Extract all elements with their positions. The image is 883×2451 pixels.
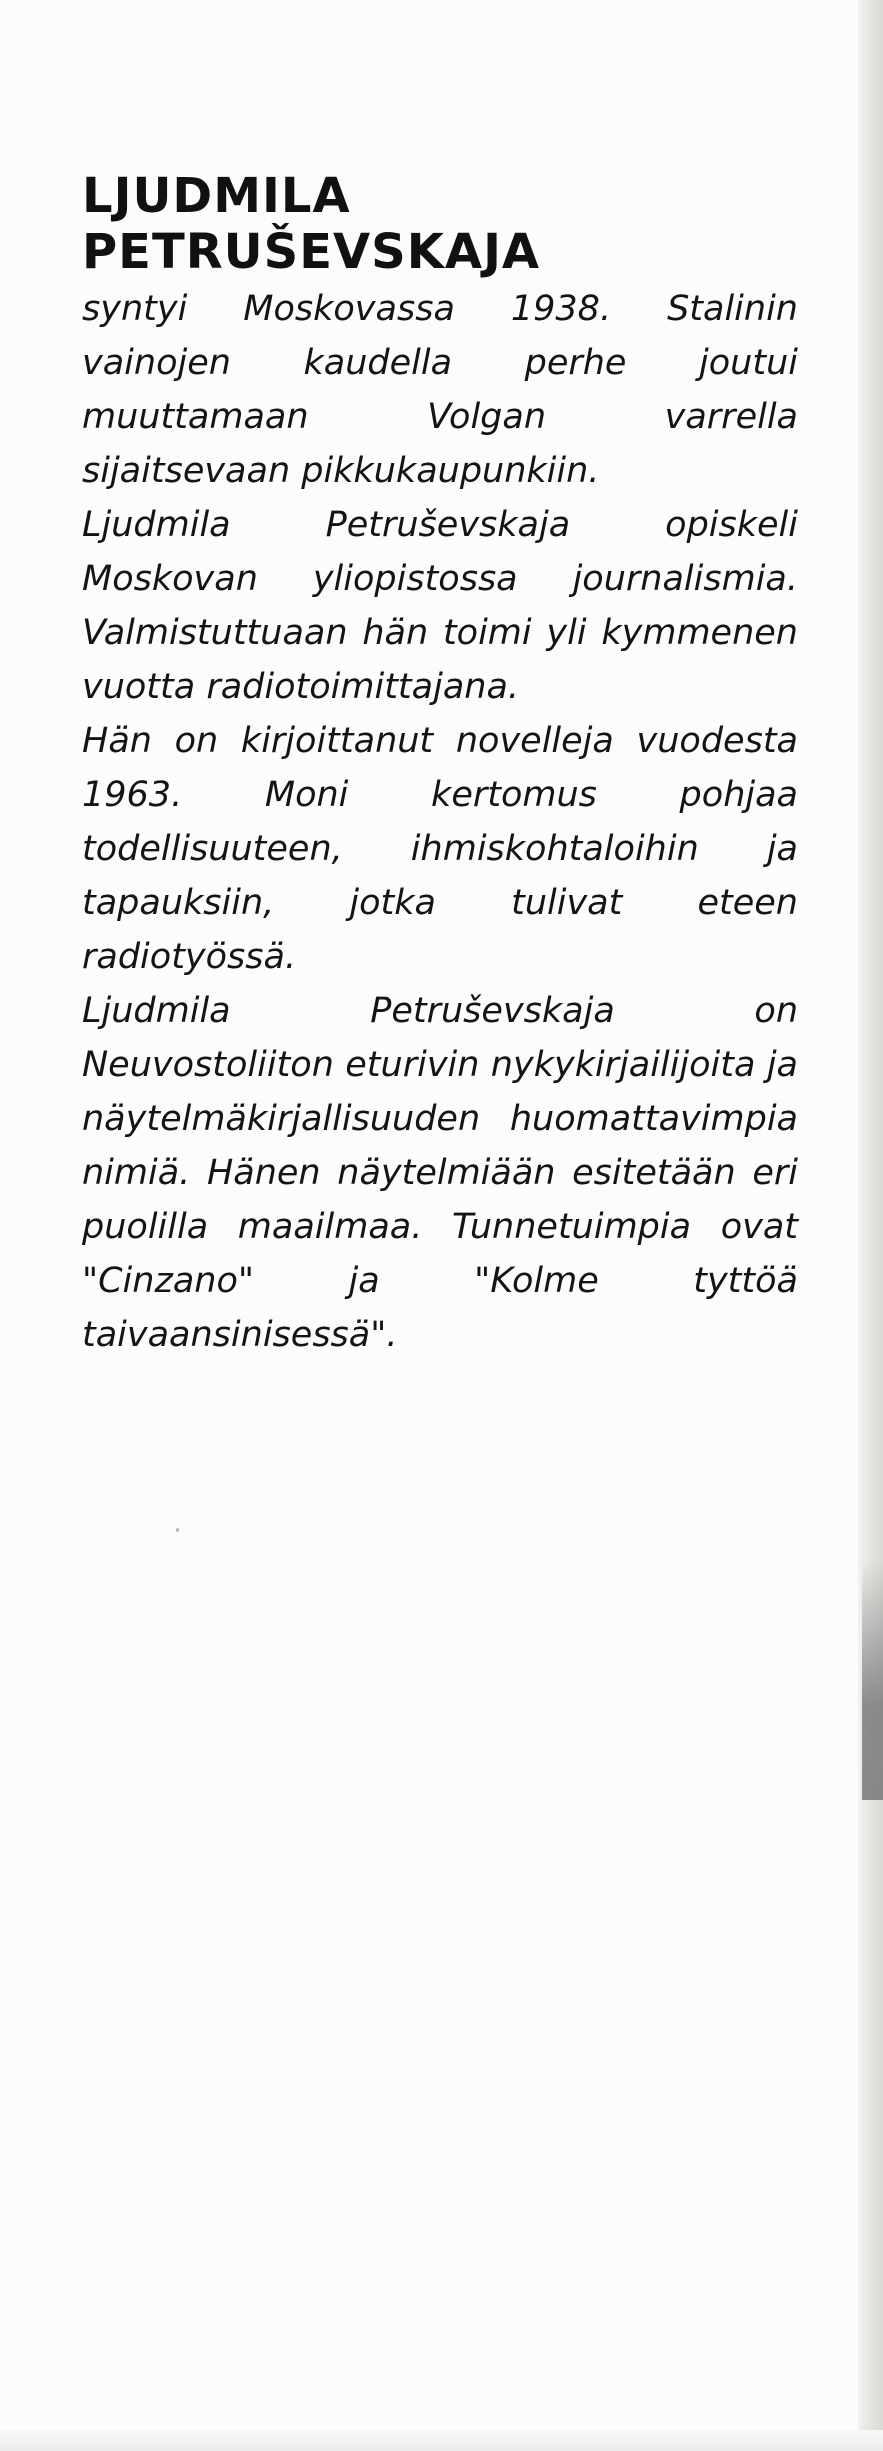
bio-text [82, 282, 798, 1362]
author-name [82, 168, 798, 280]
bio-paragraph-plays: Ljudmila Petruševskaja on Neuvostoliiton eturivin nykykirjailijoita ja näytelmäkirjallisuuden huomattavimpia nimiä. Hänen näytelmiään esitetään eri puolilla maailmaa. Tunnetuimpia ovat "Cinzano" ja "Kolme tyttöä taivaansinisessä". [82, 991, 798, 1355]
paper-speck [176, 1528, 179, 1532]
bio-paragraph-education: Ljudmila Petruševskaja opiskeli Moskovan yliopistossa journalismia. Valmistuttuaan hän toimi yli kymmenen vuotta radiotoimittajana. [82, 505, 798, 707]
author-name-line1: LJUDMILA [82, 168, 351, 224]
bio-paragraph-birth: syntyi Moskovassa 1938. Stalinin vainojen kaudella perhe joutui muuttamaan Volgan varrella sijaitsevaan pikkukaupunkiin. [82, 289, 798, 491]
page-bottom-edge [0, 2430, 883, 2451]
page-edge [858, 0, 883, 2451]
page-edge-shadow [862, 1560, 883, 1800]
author-bio [82, 168, 798, 1362]
author-name-line2: PETRUŠEVSKAJA [82, 224, 541, 280]
bio-paragraph-writing: Hän on kirjoittanut novelleja vuodesta 1963. Moni kertomus pohjaa todellisuuteen, ihmiskohtaloihin ja tapauksiin, jotka tulivat eteen radiotyössä. [82, 721, 798, 977]
